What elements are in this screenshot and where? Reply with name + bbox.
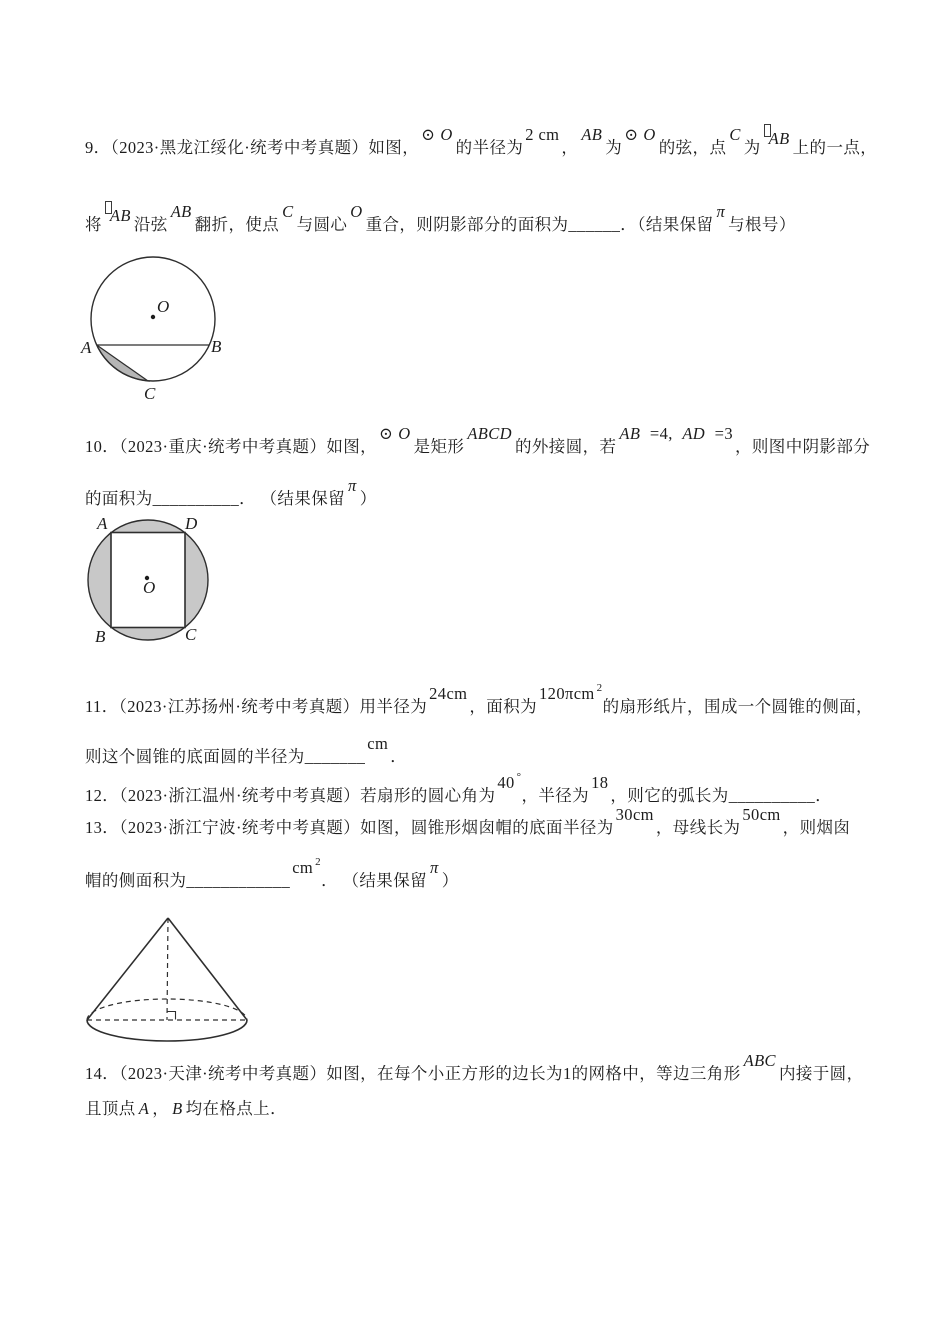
question-14-line-1	[85, 1051, 864, 1086]
center-dot	[151, 315, 155, 319]
text-segment: 重合，则阴影部分的面积为______．	[365, 215, 638, 234]
text-segment: 与圆心	[296, 215, 348, 234]
text-segment: ，	[152, 1099, 170, 1118]
text-segment: O	[350, 202, 363, 221]
question-11-line-2	[85, 734, 408, 769]
question-13-line-1	[85, 805, 851, 840]
text-segment: 则这个圆锥的底面圆的半径为_______	[85, 747, 366, 766]
text-segment: C	[729, 125, 741, 144]
label-c: C	[144, 384, 156, 403]
text-segment: 将	[85, 215, 102, 234]
text-segment: 24cm	[429, 684, 468, 703]
text-segment: ，则图中阴影部分	[735, 437, 871, 456]
text-segment: AB	[581, 125, 603, 144]
text-segment: cm	[292, 858, 314, 877]
text-segment: O	[643, 125, 656, 144]
text-segment: ）	[441, 871, 459, 890]
text-segment: 2	[315, 856, 322, 868]
arc-notation: AB	[761, 129, 793, 148]
text-segment: 沿弦	[133, 215, 168, 234]
text-segment: π	[716, 202, 726, 221]
text-segment: ，则它的弧长为__________．	[610, 786, 833, 805]
text-segment: 的扇形纸片，围成一个圆锥的侧面，	[602, 697, 873, 716]
text-segment: A	[138, 1099, 150, 1118]
text-segment: =3	[710, 424, 733, 443]
text-segment: C	[282, 202, 294, 221]
text-segment: 11．（2023·江苏扬州·统考中考真题）用半径为	[85, 697, 428, 716]
label-o: O	[157, 297, 170, 316]
text-segment: 18	[591, 773, 609, 792]
text-segment: AD	[682, 424, 706, 443]
question-9-line-2	[85, 202, 796, 237]
text-segment: ，面积为	[469, 697, 538, 716]
text-segment: =4,	[645, 424, 678, 443]
shaded-segment	[97, 345, 148, 381]
text-segment: ，母线长为	[655, 818, 741, 837]
text-segment: O	[440, 125, 453, 144]
question-10-line-1	[85, 424, 871, 459]
text-segment: 2	[596, 682, 603, 694]
figure-cone	[75, 905, 270, 1055]
text-segment: 2 cm	[525, 125, 560, 144]
cone-right-slant	[168, 918, 247, 1020]
text-segment: ，半径为	[521, 786, 590, 805]
text-segment: 30cm	[615, 805, 654, 824]
text-segment: cm	[367, 734, 389, 753]
text-segment: 的面积为__________． （结果保留	[85, 489, 346, 508]
base-ellipse-front	[87, 1020, 247, 1041]
label-b: B	[211, 337, 222, 356]
text-segment: AB	[619, 424, 641, 443]
question-11-line-1	[85, 682, 873, 721]
text-segment: 13．（2023·浙江宁波·统考中考真题）如图，圆锥形烟囱帽的底面半径为	[85, 818, 614, 837]
text-segment: 与根号）	[728, 215, 796, 234]
label-b: B	[95, 627, 106, 646]
text-segment: 是矩形	[413, 437, 465, 456]
question-14-line-2	[85, 1097, 287, 1121]
label-d: D	[185, 514, 198, 533]
text-segment: 均在格点上．	[185, 1099, 287, 1118]
text-segment: （结果保留	[637, 215, 714, 234]
question-12-line-1	[85, 771, 833, 810]
text-segment: 帽的侧面积为____________	[85, 871, 291, 890]
text-segment: π	[348, 476, 357, 495]
text-segment: ABC	[743, 1051, 776, 1070]
label-a: A	[81, 338, 92, 357]
question-13-line-2	[85, 856, 459, 895]
text-segment: ⊙	[624, 125, 639, 144]
text-segment: ，则烟囱	[782, 818, 851, 837]
question-10-line-2	[85, 476, 377, 511]
text-segment: 12．（2023·浙江温州·统考中考真题）若扇形的圆心角为	[85, 786, 496, 805]
text-segment: 50cm	[742, 805, 781, 824]
text-segment: ． （结果保留	[321, 871, 428, 890]
cone-left-slant	[87, 918, 168, 1020]
text-segment: AB	[170, 202, 192, 221]
text-segment: ）	[359, 489, 377, 508]
text-segment: π	[430, 858, 439, 877]
text-segment: 10．（2023·重庆·统考中考真题）如图，	[85, 437, 378, 456]
text-segment: ⊙	[421, 125, 436, 144]
text-segment: 为	[605, 138, 623, 157]
figure-circle-chord-fold	[75, 248, 255, 408]
text-segment: 40	[497, 773, 515, 792]
text-segment: 的半径为	[455, 138, 524, 157]
text-segment: 翻折，使点	[194, 215, 280, 234]
arc-notation: AB	[102, 206, 134, 225]
text-segment: 上的一点，	[792, 138, 878, 157]
label-c: C	[185, 625, 197, 644]
text-segment: 14．（2023·天津·统考中考真题）如图，在每个小正方形的边长为1的网格中，等边三角形	[85, 1064, 741, 1083]
text-segment: ABCD	[467, 424, 512, 443]
text-segment: O	[398, 424, 411, 443]
text-segment: ，	[561, 138, 579, 157]
figure-rectangle-circumcircle	[80, 512, 230, 652]
text-segment: 且顶点	[85, 1099, 136, 1118]
text-segment: ⊙	[379, 424, 394, 443]
text-segment: 的外接圆，若	[515, 437, 617, 456]
question-9-line-1	[85, 125, 878, 160]
text-segment: 的弦，点	[658, 138, 727, 157]
text-segment: 120πcm	[539, 684, 595, 703]
text-segment: B	[172, 1099, 183, 1118]
text-segment: °	[516, 771, 522, 783]
right-angle-mark	[168, 1012, 176, 1020]
text-segment: 为	[743, 138, 761, 157]
label-o: O	[143, 578, 156, 597]
label-a: A	[97, 514, 108, 533]
text-segment: 内接于圆，	[778, 1064, 864, 1083]
text-segment: ．	[390, 747, 408, 766]
text-segment: 9．（2023·黑龙江绥化·统考中考真题）如图，	[85, 138, 420, 157]
cone-axis	[167, 918, 168, 1020]
